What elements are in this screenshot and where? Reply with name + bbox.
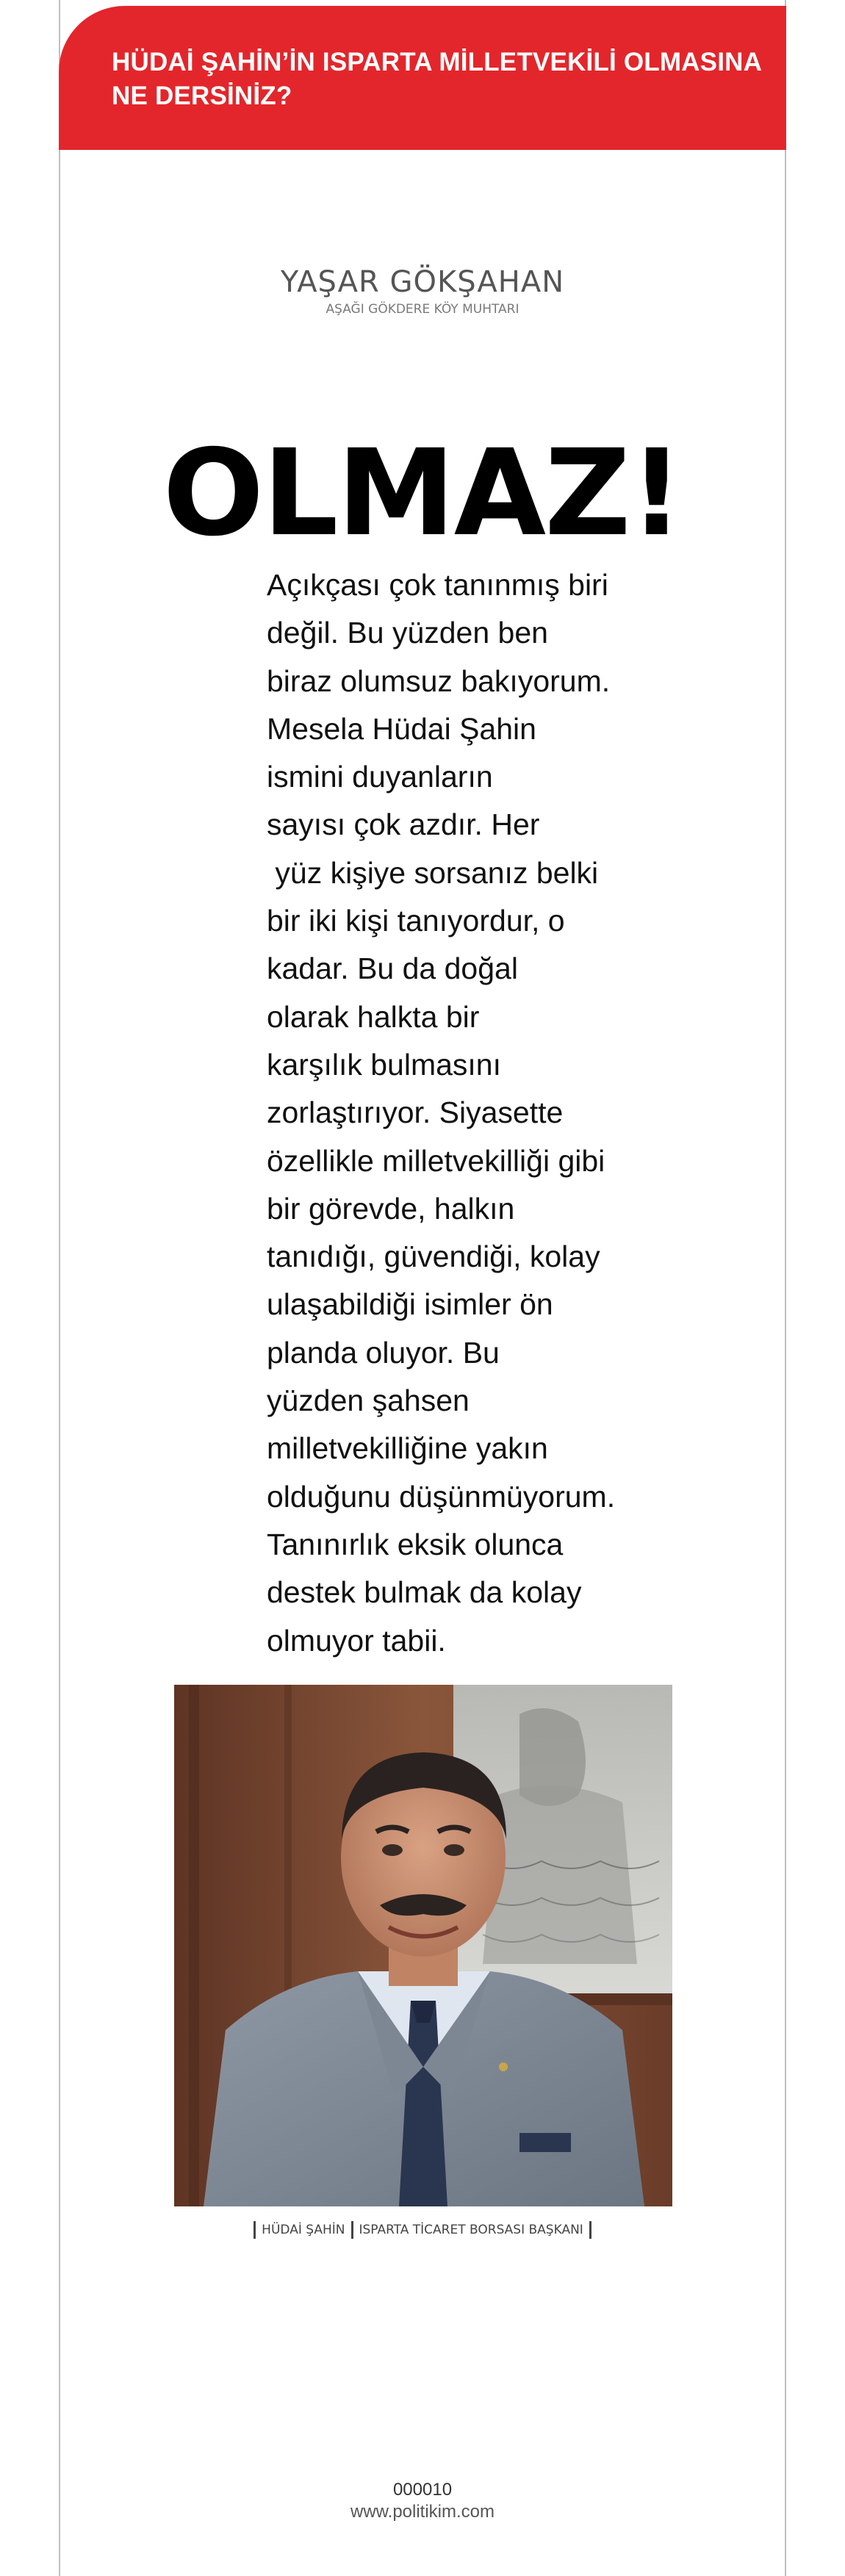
portrait-illustration bbox=[174, 1685, 672, 2206]
body-text-line: yüz kişiye sorsanız belki bbox=[267, 855, 599, 890]
body-text-line: zorlaştırıyor. Siyasette bbox=[267, 1095, 564, 1130]
body-text-line: planda oluyor. Bu bbox=[267, 1335, 500, 1370]
portrait-photo bbox=[174, 1685, 672, 2206]
caption-divider bbox=[589, 2221, 592, 2239]
body-text-line: değil. Bu yüzden ben bbox=[267, 616, 548, 650]
body-text-line: sayısı çok azdır. Her bbox=[267, 807, 540, 842]
question-title-line-1: HÜDAİ ŞAHİN’İN ISPARTA MİLLETVEKİLİ OLMASINA bbox=[112, 48, 763, 76]
question-title-line-2: NE DERSİNİZ? bbox=[112, 82, 292, 110]
page-footer bbox=[0, 2479, 845, 2523]
body-text-line: tanıdığı, güvendiği, kolay bbox=[267, 1240, 600, 1274]
body-text-line: yüzden şahsen bbox=[267, 1384, 470, 1418]
body-text-line: Mesela Hüdai Şahin bbox=[267, 711, 536, 746]
body-text-line: olmuyor tabii. bbox=[267, 1623, 446, 1658]
author-block bbox=[0, 265, 845, 317]
body-text-line: karşılık bulmasını bbox=[267, 1047, 501, 1082]
caption-divider bbox=[254, 2221, 256, 2239]
author-role: AŞAĞI GÖKDERE KÖY MUHTARI bbox=[326, 302, 519, 317]
body-text-line: kadar. Bu da doğal bbox=[267, 951, 518, 986]
body-text-line: Açıkçası çok tanınmış biri bbox=[267, 568, 608, 602]
question-title bbox=[112, 46, 764, 113]
body-text-line: bir iki kişi tanıyordur, o bbox=[267, 904, 565, 938]
caption-name: HÜDAİ ŞAHİN bbox=[262, 2223, 345, 2237]
body-text-line: özellikle milletvekilliği gibi bbox=[267, 1143, 605, 1178]
body-text-line: Tanınırlık eksik olunca bbox=[267, 1527, 564, 1561]
caption-title: ISPARTA TİCARET BORSASI BAŞKANI bbox=[359, 2223, 583, 2237]
photo-caption bbox=[0, 2220, 845, 2239]
caption-divider bbox=[351, 2221, 353, 2239]
body-text-line: destek bulmak da kolay bbox=[267, 1575, 582, 1610]
body-text-line: ulaşabildiği isimler ön bbox=[267, 1287, 553, 1322]
body-text-line: olarak halkta bir bbox=[267, 999, 480, 1034]
question-banner bbox=[59, 6, 786, 150]
body-text-line: biraz olumsuz bakıyorum. bbox=[267, 663, 611, 698]
body-text-line: ismini duyanların bbox=[267, 760, 493, 794]
author-name: YAŞAR GÖKŞAHAN bbox=[280, 265, 565, 299]
body-text-line: olduğunu düşünmüyorum. bbox=[267, 1479, 616, 1514]
answer-headline: OLMAZ! bbox=[162, 425, 683, 563]
body-text-line: milletvekilliğine yakın bbox=[267, 1431, 548, 1466]
answer-body-text bbox=[267, 561, 616, 1665]
body-text-line: bir görevde, halkın bbox=[267, 1191, 515, 1226]
page-number: 000010 bbox=[392, 2480, 453, 2500]
website-link[interactable]: www.politikim.com bbox=[350, 2502, 495, 2522]
